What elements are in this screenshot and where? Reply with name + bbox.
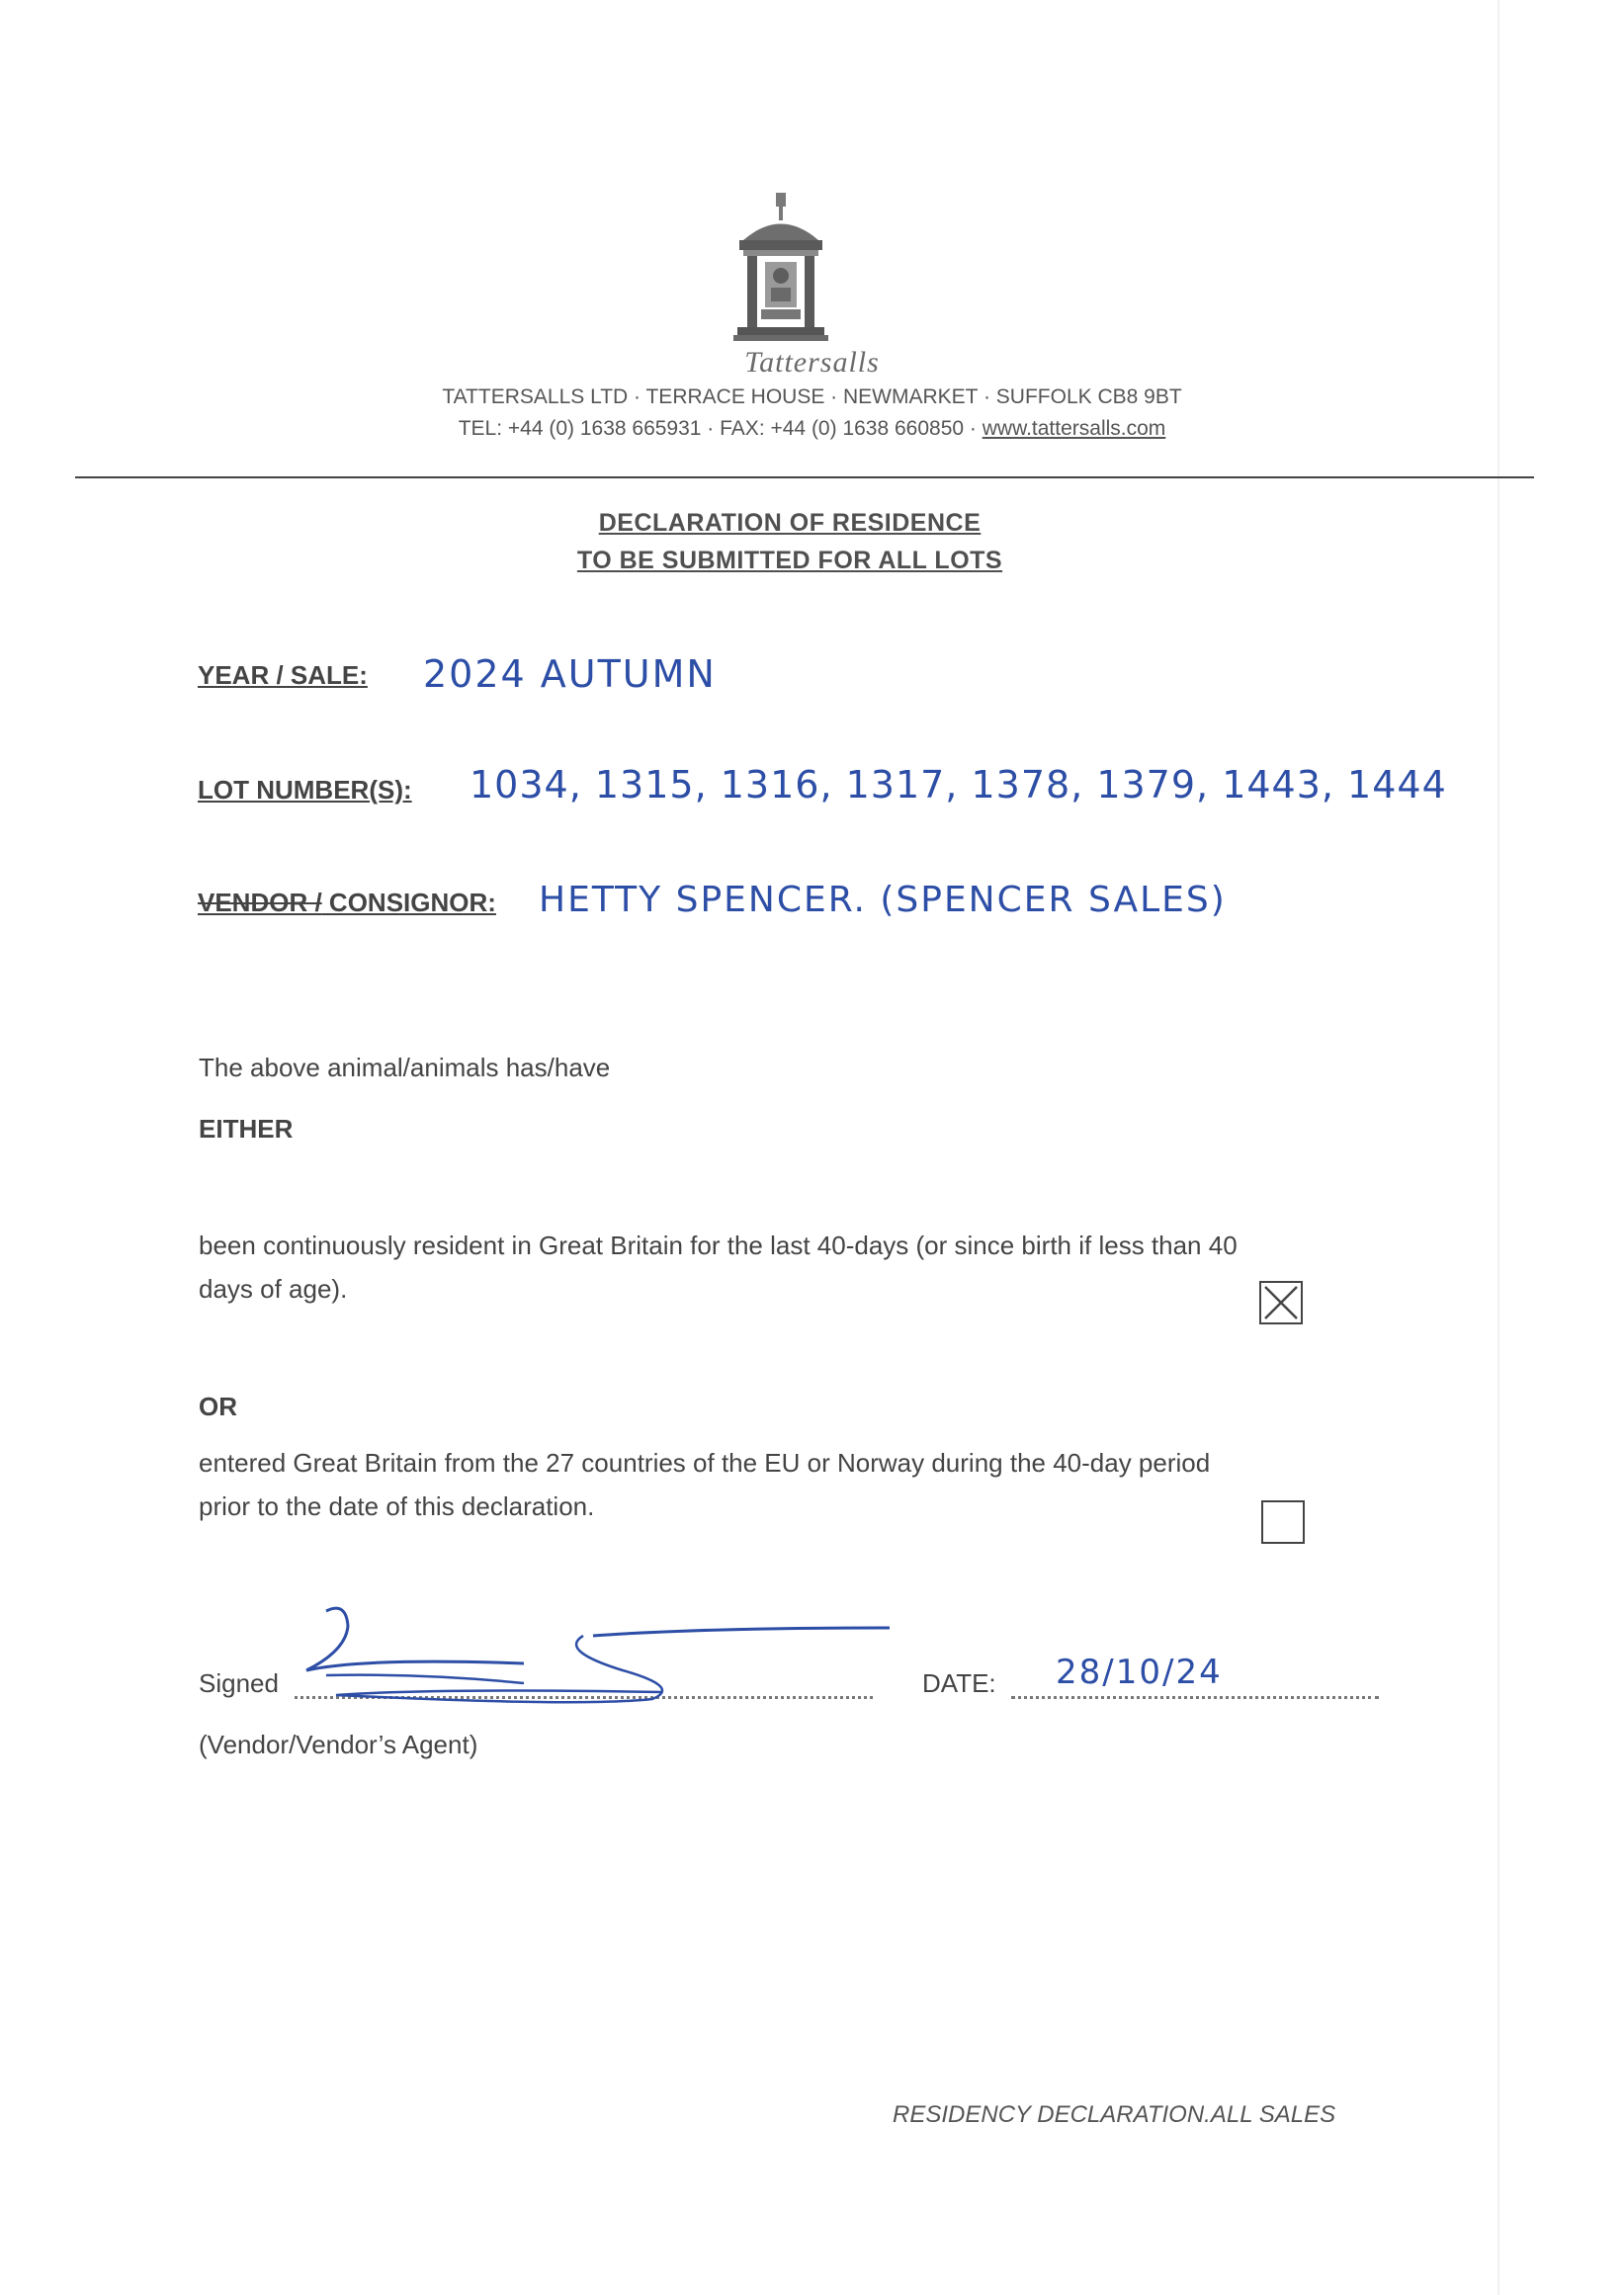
- lot-numbers-label: LOT NUMBER(S):: [198, 775, 412, 805]
- consignor-label: [198, 888, 496, 918]
- form-title: DECLARATION OF RESIDENCE: [598, 509, 982, 537]
- option-entered-line1: entered Great Britain from the 27 countries of the EU or Norway during the 40-day period: [199, 1448, 1211, 1478]
- or-label: OR: [199, 1392, 237, 1421]
- date-value[interactable]: 28/10/24: [1056, 1653, 1223, 1692]
- website-link[interactable]: www.tattersalls.com: [982, 417, 1166, 440]
- contact-phone-fax: TEL: +44 (0) 1638 665931 · FAX: +44 (0) 1638 660850 ·: [458, 417, 983, 440]
- either-label: EITHER: [199, 1114, 294, 1144]
- year-sale-value[interactable]: 2024 AUTUMN: [423, 652, 717, 696]
- option-resident-text: [199, 1224, 1395, 1311]
- consignor-label-text: CONSIGNOR:: [321, 888, 496, 917]
- scan-edge: [1497, 0, 1499, 2295]
- date-label: DATE:: [922, 1668, 996, 1698]
- vendor-struck-label: VENDOR /: [198, 888, 322, 917]
- lot-numbers-value[interactable]: 1034, 1315, 1316, 1317, 1378, 1379, 1443, 1444: [470, 763, 1447, 807]
- vendor-agent-label: (Vendor/Vendor’s Agent): [199, 1730, 478, 1759]
- option-entered-line2: prior to the date of this declaration.: [199, 1491, 595, 1521]
- signed-label: Signed: [199, 1668, 279, 1698]
- handwritten-signature[interactable]: [287, 1596, 899, 1715]
- resident-checkbox[interactable]: [1259, 1281, 1303, 1324]
- option-entered-text: [199, 1441, 1395, 1528]
- date-dotted-line: [1011, 1696, 1379, 1699]
- form-subtitle: TO BE SUBMITTED FOR ALL LOTS: [576, 547, 1003, 574]
- company-address: TATTERSALLS LTD · TERRACE HOUSE · NEWMARKET · SUFFOLK CB8 9BT: [442, 385, 1182, 408]
- option-resident-line2: days of age).: [199, 1274, 348, 1304]
- check-x-icon: [1261, 1283, 1301, 1322]
- intro-text: The above animal/animals has/have: [199, 1053, 611, 1082]
- company-contact: [0, 417, 1624, 441]
- tattersalls-logo: [731, 193, 830, 346]
- year-sale-label: YEAR / SALE:: [198, 660, 368, 690]
- option-resident-line1: been continuously resident in Great Britain for the last 40-days (or since birth if less than 40: [199, 1231, 1238, 1260]
- footer-form-name: RESIDENCY DECLARATION.ALL SALES: [893, 2101, 1336, 2128]
- header-divider: [75, 476, 1534, 478]
- entered-checkbox[interactable]: [1261, 1500, 1305, 1544]
- brand-name: Tattersalls: [744, 346, 880, 379]
- consignor-value[interactable]: HETTY SPENCER. (SPENCER SALES): [539, 880, 1227, 920]
